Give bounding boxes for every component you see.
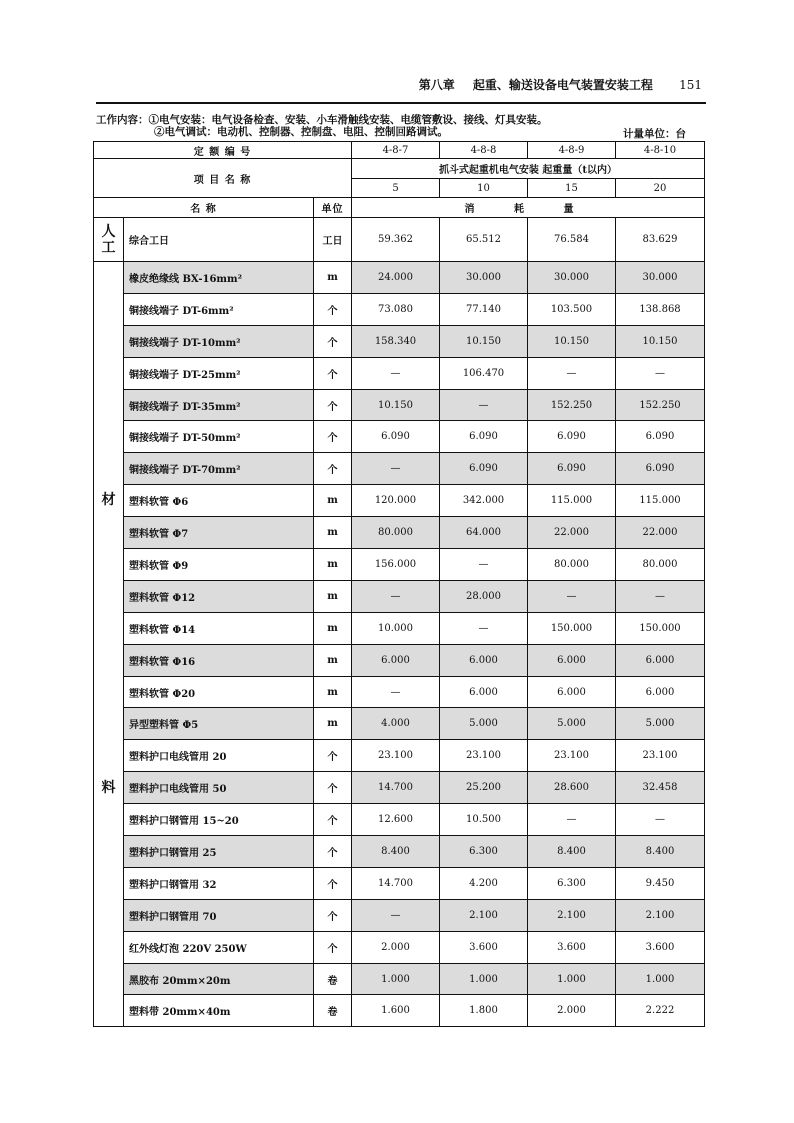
table-row (94, 293, 705, 325)
table-row (94, 644, 705, 676)
consumption-value: 30.000 (440, 262, 528, 294)
chapter-title: 起重、输送设备电气装置安装工程 (472, 78, 653, 92)
item-name: 塑料软管 Φ14 (124, 612, 314, 644)
table-row (94, 580, 705, 612)
consumption-value: 115.000 (528, 485, 616, 517)
table-row (94, 421, 705, 453)
table-row (94, 325, 705, 357)
work-content (96, 114, 706, 138)
item-unit: 个 (314, 389, 352, 421)
consumption-value: 1.000 (440, 963, 528, 995)
consumption-value: 2.000 (352, 931, 440, 963)
consumption-value: 4.000 (352, 708, 440, 740)
table-row (94, 218, 705, 262)
item-name: 铜接线端子 DT-50mm² (124, 421, 314, 453)
work-content-line-1: 工作内容：①电气安装：电气设备检查、安装、小车滑触线安装、电缆管敷设、接线、灯具安装。 (96, 114, 548, 126)
item-name: 铜接线端子 DT-10mm² (124, 325, 314, 357)
consumption-value: 10.150 (440, 325, 528, 357)
consumption-value: 14.700 (352, 772, 440, 804)
material-group-label (94, 262, 124, 1027)
consumption-value: 30.000 (528, 262, 616, 294)
consumption-value: 6.000 (528, 676, 616, 708)
item-name: 铜接线端子 DT-6mm² (124, 293, 314, 325)
table-row (94, 389, 705, 421)
item-unit: 个 (314, 931, 352, 963)
consumption-value: 83.629 (616, 218, 705, 262)
item-name: 塑料软管 Φ7 (124, 517, 314, 549)
labor-group-label-char: 人 (101, 223, 116, 240)
item-name: 塑料软管 Φ6 (124, 485, 314, 517)
item-name: 塑料护口钢管用 15~20 (124, 804, 314, 836)
consumption-value: 150.000 (528, 612, 616, 644)
consumption-value: 24.000 (352, 262, 440, 294)
page-header (96, 74, 706, 104)
table-row (94, 262, 705, 294)
quota-code: 4-8-8 (440, 142, 528, 159)
item-name: 塑料带 20mm×40m (124, 995, 314, 1027)
item-unit: 个 (314, 867, 352, 899)
consumption-value: 23.100 (616, 740, 705, 772)
table-row (94, 453, 705, 485)
item-name: 塑料软管 Φ12 (124, 580, 314, 612)
consumption-value: 3.600 (616, 931, 705, 963)
consumption-value: — (352, 899, 440, 931)
item-name: 铜接线端子 DT-25mm² (124, 357, 314, 389)
item-name: 塑料护口电线管用 50 (124, 772, 314, 804)
consumption-value: 6.090 (440, 421, 528, 453)
consumption-value: 1.000 (352, 963, 440, 995)
table-row (94, 995, 705, 1027)
table-row (94, 772, 705, 804)
item-name: 塑料护口钢管用 32 (124, 867, 314, 899)
capacity-value: 20 (616, 179, 705, 198)
item-unit: m (314, 612, 352, 644)
consumption-value: 23.100 (528, 740, 616, 772)
consumption-value: 2.222 (616, 995, 705, 1027)
header-text (405, 76, 702, 93)
consumption-value: 342.000 (440, 485, 528, 517)
item-unit: m (314, 708, 352, 740)
column-consumption-header: 消 耗 量 (352, 198, 705, 218)
consumption-value: 76.584 (528, 218, 616, 262)
chapter-label: 第八章 (418, 78, 455, 92)
quota-code-row (94, 142, 705, 159)
consumption-value: 5.000 (528, 708, 616, 740)
item-unit: 个 (314, 325, 352, 357)
column-name-header: 名 称 (94, 198, 314, 218)
item-name: 塑料护口钢管用 25 (124, 836, 314, 868)
consumption-value: 23.100 (440, 740, 528, 772)
consumption-value: 103.500 (528, 293, 616, 325)
consumption-value: 6.090 (528, 421, 616, 453)
consumption-value: 150.000 (616, 612, 705, 644)
table-row (94, 676, 705, 708)
consumption-value: 6.300 (528, 867, 616, 899)
consumption-value: — (352, 453, 440, 485)
capacity-value: 5 (352, 179, 440, 198)
item-unit: m (314, 676, 352, 708)
item-unit: 个 (314, 804, 352, 836)
item-unit: 个 (314, 899, 352, 931)
item-unit: 个 (314, 421, 352, 453)
page-number: 151 (679, 78, 702, 92)
item-unit: 工日 (314, 218, 352, 262)
item-unit: 个 (314, 293, 352, 325)
table-row (94, 612, 705, 644)
table-row (94, 740, 705, 772)
table-row (94, 963, 705, 995)
table-row (94, 357, 705, 389)
consumption-value: 6.090 (528, 453, 616, 485)
item-unit: 卷 (314, 963, 352, 995)
item-title: 抓斗式起重机电气安装 起重量（t以内） (352, 159, 705, 179)
item-name: 塑料软管 Φ16 (124, 644, 314, 676)
consumption-value: 120.000 (352, 485, 440, 517)
item-name: 塑料软管 Φ9 (124, 549, 314, 581)
consumption-value: 14.700 (352, 867, 440, 899)
item-name: 塑料护口钢管用 70 (124, 899, 314, 931)
consumption-value: 6.090 (616, 421, 705, 453)
consumption-value: 59.362 (352, 218, 440, 262)
consumption-value: 32.458 (616, 772, 705, 804)
item-unit: 个 (314, 772, 352, 804)
labor-group-label (94, 218, 124, 262)
item-unit: 个 (314, 836, 352, 868)
consumption-value: — (616, 357, 705, 389)
consumption-value: — (440, 612, 528, 644)
consumption-value: — (528, 357, 616, 389)
item-unit: m (314, 644, 352, 676)
consumption-value: 10.150 (528, 325, 616, 357)
consumption-value: — (528, 804, 616, 836)
column-unit-header: 单位 (314, 198, 352, 218)
item-name: 铜接线端子 DT-70mm² (124, 453, 314, 485)
measurement-unit: 计量单位：台 (623, 128, 686, 140)
item-name: 黑胶布 20mm×20m (124, 963, 314, 995)
consumption-value: 6.000 (528, 644, 616, 676)
consumption-value: 8.400 (352, 836, 440, 868)
consumption-value: 6.000 (616, 676, 705, 708)
consumption-value: 10.000 (352, 612, 440, 644)
consumption-value: 1.800 (440, 995, 528, 1027)
capacity-value: 15 (528, 179, 616, 198)
consumption-value: 1.600 (352, 995, 440, 1027)
column-header-row (94, 198, 705, 218)
consumption-value: 1.000 (616, 963, 705, 995)
item-unit: 卷 (314, 995, 352, 1027)
quota-code: 4-8-10 (616, 142, 705, 159)
consumption-value: 28.600 (528, 772, 616, 804)
item-name: 异型塑料管 Φ5 (124, 708, 314, 740)
labor-group-label-char: 工 (101, 239, 116, 256)
consumption-value: 6.090 (616, 453, 705, 485)
consumption-value: 156.000 (352, 549, 440, 581)
table-row (94, 867, 705, 899)
consumption-value: — (616, 804, 705, 836)
consumption-value: — (352, 580, 440, 612)
quota-code-label: 定 额 编 号 (94, 142, 352, 159)
material-group-label-char: 料 (101, 780, 116, 797)
consumption-value: 28.000 (440, 580, 528, 612)
consumption-value: — (528, 580, 616, 612)
table-row (94, 804, 705, 836)
consumption-value: 3.600 (528, 931, 616, 963)
consumption-value: 4.200 (440, 867, 528, 899)
consumption-value: 80.000 (528, 549, 616, 581)
consumption-value: 115.000 (616, 485, 705, 517)
item-unit: 个 (314, 740, 352, 772)
consumption-value: 1.000 (528, 963, 616, 995)
item-unit: m (314, 517, 352, 549)
consumption-value: 8.400 (528, 836, 616, 868)
item-name: 红外线灯泡 220V 250W (124, 931, 314, 963)
consumption-value: 10.150 (352, 389, 440, 421)
consumption-value: 8.400 (616, 836, 705, 868)
item-unit: m (314, 549, 352, 581)
consumption-value: 80.000 (616, 549, 705, 581)
item-unit: m (314, 262, 352, 294)
table-row (94, 549, 705, 581)
consumption-value: — (440, 549, 528, 581)
consumption-value: 2.000 (528, 995, 616, 1027)
consumption-value: 138.868 (616, 293, 705, 325)
consumption-value: 73.080 (352, 293, 440, 325)
consumption-value: 65.512 (440, 218, 528, 262)
consumption-value: 30.000 (616, 262, 705, 294)
item-name-label: 项 目 名 称 (94, 159, 352, 198)
item-name: 综合工日 (124, 218, 314, 262)
table-row (94, 899, 705, 931)
item-name: 橡皮绝缘线 BX-16mm² (124, 262, 314, 294)
quota-code: 4-8-7 (352, 142, 440, 159)
consumption-value: 6.000 (616, 644, 705, 676)
quota-table (93, 141, 705, 1027)
consumption-value: 25.200 (440, 772, 528, 804)
consumption-value: 5.000 (440, 708, 528, 740)
consumption-value: 106.470 (440, 357, 528, 389)
consumption-value: — (352, 676, 440, 708)
consumption-value: 2.100 (440, 899, 528, 931)
consumption-value: 9.450 (616, 867, 705, 899)
quota-code: 4-8-9 (528, 142, 616, 159)
consumption-value: 158.340 (352, 325, 440, 357)
consumption-value: 2.100 (528, 899, 616, 931)
consumption-value: 22.000 (616, 517, 705, 549)
work-content-line-2: ②电气调试：电动机、控制器、控制盘、电阻、控制回路调试。 (154, 126, 448, 138)
item-unit: m (314, 580, 352, 612)
table-row (94, 836, 705, 868)
consumption-value: 2.100 (616, 899, 705, 931)
capacity-value: 10 (440, 179, 528, 198)
consumption-value: 10.150 (616, 325, 705, 357)
consumption-value: 3.600 (440, 931, 528, 963)
consumption-value: 6.000 (440, 644, 528, 676)
item-unit: m (314, 485, 352, 517)
consumption-value: 64.000 (440, 517, 528, 549)
consumption-value: 152.250 (616, 389, 705, 421)
item-unit: 个 (314, 357, 352, 389)
consumption-value: — (440, 389, 528, 421)
table-row (94, 517, 705, 549)
item-title-row (94, 159, 705, 179)
item-unit: 个 (314, 453, 352, 485)
consumption-value: 6.090 (440, 453, 528, 485)
consumption-value: 152.250 (528, 389, 616, 421)
item-name: 塑料软管 Φ20 (124, 676, 314, 708)
consumption-value: — (616, 580, 705, 612)
consumption-value: — (352, 357, 440, 389)
consumption-value: 77.140 (440, 293, 528, 325)
consumption-value: 6.090 (352, 421, 440, 453)
consumption-value: 6.000 (440, 676, 528, 708)
material-group-label-char: 材 (101, 492, 116, 509)
consumption-value: 10.500 (440, 804, 528, 836)
table-row (94, 931, 705, 963)
consumption-value: 80.000 (352, 517, 440, 549)
item-name: 铜接线端子 DT-35mm² (124, 389, 314, 421)
consumption-value: 6.300 (440, 836, 528, 868)
consumption-value: 6.000 (352, 644, 440, 676)
consumption-value: 5.000 (616, 708, 705, 740)
consumption-value: 23.100 (352, 740, 440, 772)
consumption-value: 22.000 (528, 517, 616, 549)
consumption-value: 12.600 (352, 804, 440, 836)
table-row (94, 485, 705, 517)
item-name: 塑料护口电线管用 20 (124, 740, 314, 772)
table-row (94, 708, 705, 740)
